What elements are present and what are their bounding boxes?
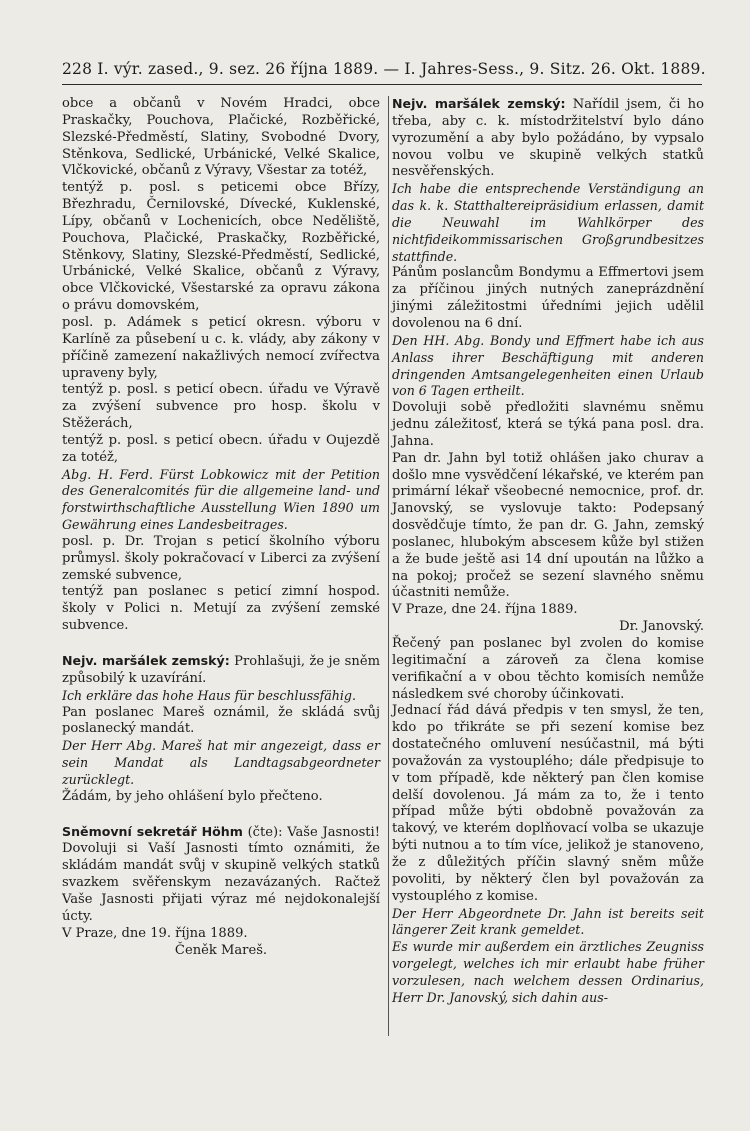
right-paragraph: Řečený pan poslanec byl zvolen do komise legitimační a zároveň za člena komise verifikační a v obou těchto komisích nemůže následkem své choroby účinkovati. (392, 636, 704, 702)
left-paragraph: Pan poslanec Mareš oznámil, že skládá svůj poslanecký mandát. (62, 704, 380, 737)
speech-text: (čte): Vaše Jasnosti! Dovoluji si Vaší Jasnosti tímto oznámiti, že skládám mandát svůj v skupině velkých statků svazkem svěřenskym nezavázaných. Račtež Vaše Jasnosti přijati výraz mé nejdokonalejší úcty. (62, 824, 380, 924)
right-paragraph: Jednací řád dává předpis v ten smysl, že ten, kdo po třikráte se při sezení komise bez dostatečného omluvení nesúčastnil, má býti považován za vystouplého; dále předpisuje to v tom případě, kde některý pan člen komise delší dovolenou. Já mám za to, že i tento případ může býti obdobně považován za takový, ve kterém doplňovací volba se ukazuje býti nutnou a to tím více, jelikož je stanoveno, že z důležitých příčin slavný sněm může povoliti, by některý člen byl považován za vystouplého z komise. (392, 703, 704, 904)
left-paragraph: posl. p. Adámek s peticí okresn. výboru v Karlíně za půsebení u c. k. vlády, aby zákony v příčině zamezení nakažlivých nemocí zvířectva upraveny byly, (62, 314, 380, 381)
speech-text: Prohlašuji, že je sněm způsobilý k uzavírání. (62, 654, 380, 686)
right-paragraph: Dovoluji sobě předložiti slavnému sněmu jednu záležitosť, která se týká pana posl. dra. Jahna. (392, 400, 704, 449)
right-column (392, 96, 704, 1007)
left-paragraph: tentýž p. posl. s peticemi obce Břízy, Březhradu, Černilovské, Dívecké, Kuklenské, Lípy, občanů v Lochenicích, obce Neděliště, Pouchova, Plačické, Praskačky, Rozběřické, Stěnkovy, Slatiny, Slezské-Předměstí, Sedlické, Urbánické, Velké Skalice, občanů z Výravy, obce Vlčkovické, Všestarské za opravu zákona o právu domovském, (62, 180, 380, 314)
paragraph-spacer (62, 806, 380, 824)
left-paragraph: Der Herr Abg. Mareš hat mir angezeigt, dass er sein Mandat als Landtagsabgeordneter zurücklegt. (62, 738, 380, 787)
speaker-name: Nejv. maršálek zemský: (392, 96, 566, 111)
left-paragraph: obce a občanů v Novém Hradci, obce Praskačky, Pouchova, Plačické, Rozběřické, Slezské-Předměstí, Slatiny, Svobodné Dvory, Stěnkova, Sedlické, Urbánické, Velké Skalice, Vlčkovické, občanů z Výravy, Všestar za totéž, (62, 96, 380, 179)
speaker-name: Sněmovní sekretář Höhm (62, 823, 243, 839)
paragraph-spacer (62, 635, 380, 653)
left-paragraph: posl. p. Dr. Trojan s peticí školního výboru průmysl. školy pokračovací v Liberci za zvýšení zemské subvence, (62, 533, 380, 583)
speaker-name: Nejv. maršálek zemský: (62, 653, 230, 668)
right-paragraph: Ich habe die entsprechende Verständigung an das k. k. Statthaltereipräsidium erlassen, damit die Neuwahl im Wahlkörper des nichtfideikommissarischen Großgrundbesitzes stattfinde. (392, 181, 704, 264)
left-paragraph: Čeněk Mareš. (174, 942, 268, 958)
left-paragraph: Abg. H. Ferd. Fürst Lobkowicz mit der Petition des Generalcomités für die allgemeine land- und forstwirthschaftliche Ausstellung Wien 1890 um Gewährung eines Landesbeitrages. (62, 466, 380, 533)
left-paragraph: tentýž pan poslanec s peticí zimní hospod. školy v Polici n. Metují za zvýšení zemské subvence. (62, 584, 380, 634)
right-paragraph: Der Herr Abgeordnete Dr. Jahn ist bereits seit längerer Zeit krank gemeldet. (392, 905, 704, 938)
left-paragraph (62, 824, 380, 926)
right-paragraph: V Praze, dne 24. října 1889. (392, 602, 578, 618)
right-paragraph: Es wurde mir außerdem ein ärztliches Zeugniss vorgelegt, welches ich mir erlaubt habe früher vorzulesen, nach welchem dessen Ordinarius, Herr Dr. Janovský, sich dahin aus- (392, 939, 704, 1005)
column-divider (388, 96, 389, 1036)
left-paragraph: tentýž p. posl. s peticí obecn. úřadu v Oujezdě za totéž, (62, 432, 380, 465)
left-paragraph (62, 653, 380, 688)
right-paragraph: Den HH. Abg. Bondy und Effmert habe ich aus Anlass ihrer Beschäftigung mit anderen dringenden Amtsangelegenheiten einen Urlaub von 6 Tagen ertheilt. (392, 332, 704, 399)
speech-text: Nařídil jsem, či ho třeba, aby c. k. místodržitelství bylo dáno vyrozumění a aby bylo požádáno, by vypsalo novou volbu ve skupině velkých statků nesvěřenských. (392, 97, 704, 180)
left-paragraph: V Praze, dne 19. října 1889. (62, 925, 248, 941)
left-column (62, 96, 380, 959)
right-paragraph: Pan dr. Jahn byl totiž ohlášen jako churav a došlo mne vysvědčení lékařské, ve kterém pan primární lékař všeobecné nemocnice, prof. dr. Janovský, se vyslovuje takto: Podepsaný dosvědčuje tímto, že pan dr. G. Jahn, zemský poslanec, hlubokým abscesem kůže byl stižen a že bude ještě asi 14 dní upoután na lůžko a na pokoj; pročež se sezení slavného sněmu účastniti nemůže. (392, 450, 704, 601)
header-rule (62, 84, 702, 85)
page-header: 228 I. výr. zased., 9. sez. 26 října 1889. — I. Jahres-Sess., 9. Sitz. 26. Okt. 1889. (62, 60, 706, 78)
left-paragraph: Ich erkläre das hohe Haus für beschlussfähig. (62, 687, 356, 703)
right-paragraph: Pánům poslancům Bondymu a Effmertovi jsem za příčinou jiných nutných zaneprázdnění jinými záležitostmi úředními jejich udělil dovolenou na 6 dní. (392, 265, 704, 331)
left-paragraph: Žádám, by jeho ohlášení bylo přečteno. (62, 788, 323, 804)
right-paragraph (392, 96, 704, 181)
right-paragraph: Dr. Janovský. (619, 619, 704, 635)
left-paragraph: tentýž p. posl. s peticí obecn. úřadu ve Výravě za zvýšení subvence pro hosp. školu v Stěžerách, (62, 382, 380, 432)
